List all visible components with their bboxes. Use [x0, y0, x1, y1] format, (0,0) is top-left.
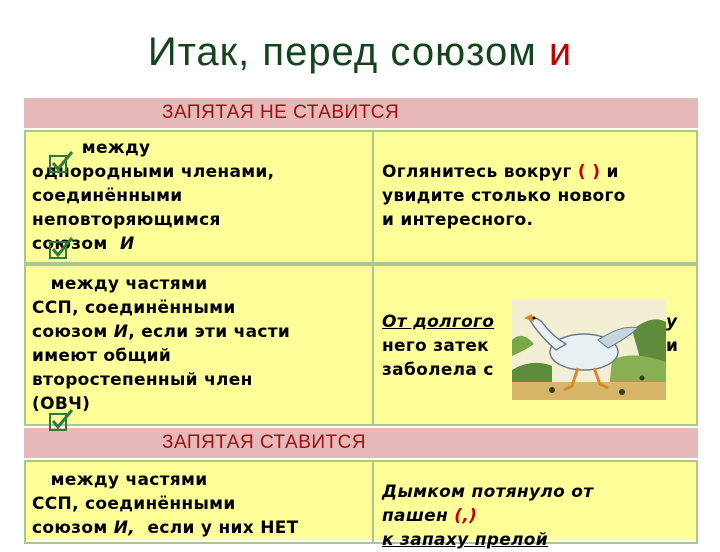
row3-example: Дымком потянуло от пашен (,) к запаху прелой — [382, 482, 594, 550]
title-accent: и — [548, 30, 573, 74]
checkmark-icon — [48, 408, 74, 432]
checkmark-icon — [48, 236, 74, 260]
row2-example-tail: у и — [666, 312, 679, 356]
row1-example: Оглянитесь вокруг ( ) и увидите столько нового и интересного. — [382, 162, 626, 230]
row3-rule: между частями ССП, соединёнными союзом И, если у них НЕТ — [32, 470, 299, 538]
goose-illustration — [512, 300, 666, 400]
row2-example: От долгого него затек заболела с — [382, 312, 495, 380]
row2-rule: между частями ССП, соединёнными союзом И, если эти части имеют общий второстепенный член (ОВЧ) — [32, 274, 291, 414]
slide-title — [0, 30, 720, 75]
checkmark-icon — [48, 150, 74, 174]
section-comma-header — [24, 426, 698, 460]
row1-rule: между однородными членами, соединёнными неповторяющимся союзом И — [32, 138, 275, 254]
section-no-comma-header — [24, 96, 698, 130]
section-no-comma-label: ЗАПЯТАЯ НЕ СТАВИТСЯ — [162, 102, 400, 123]
section-comma-label: ЗАПЯТАЯ СТАВИТСЯ — [162, 432, 367, 453]
title-text: Итак, перед союзом — [147, 30, 549, 74]
